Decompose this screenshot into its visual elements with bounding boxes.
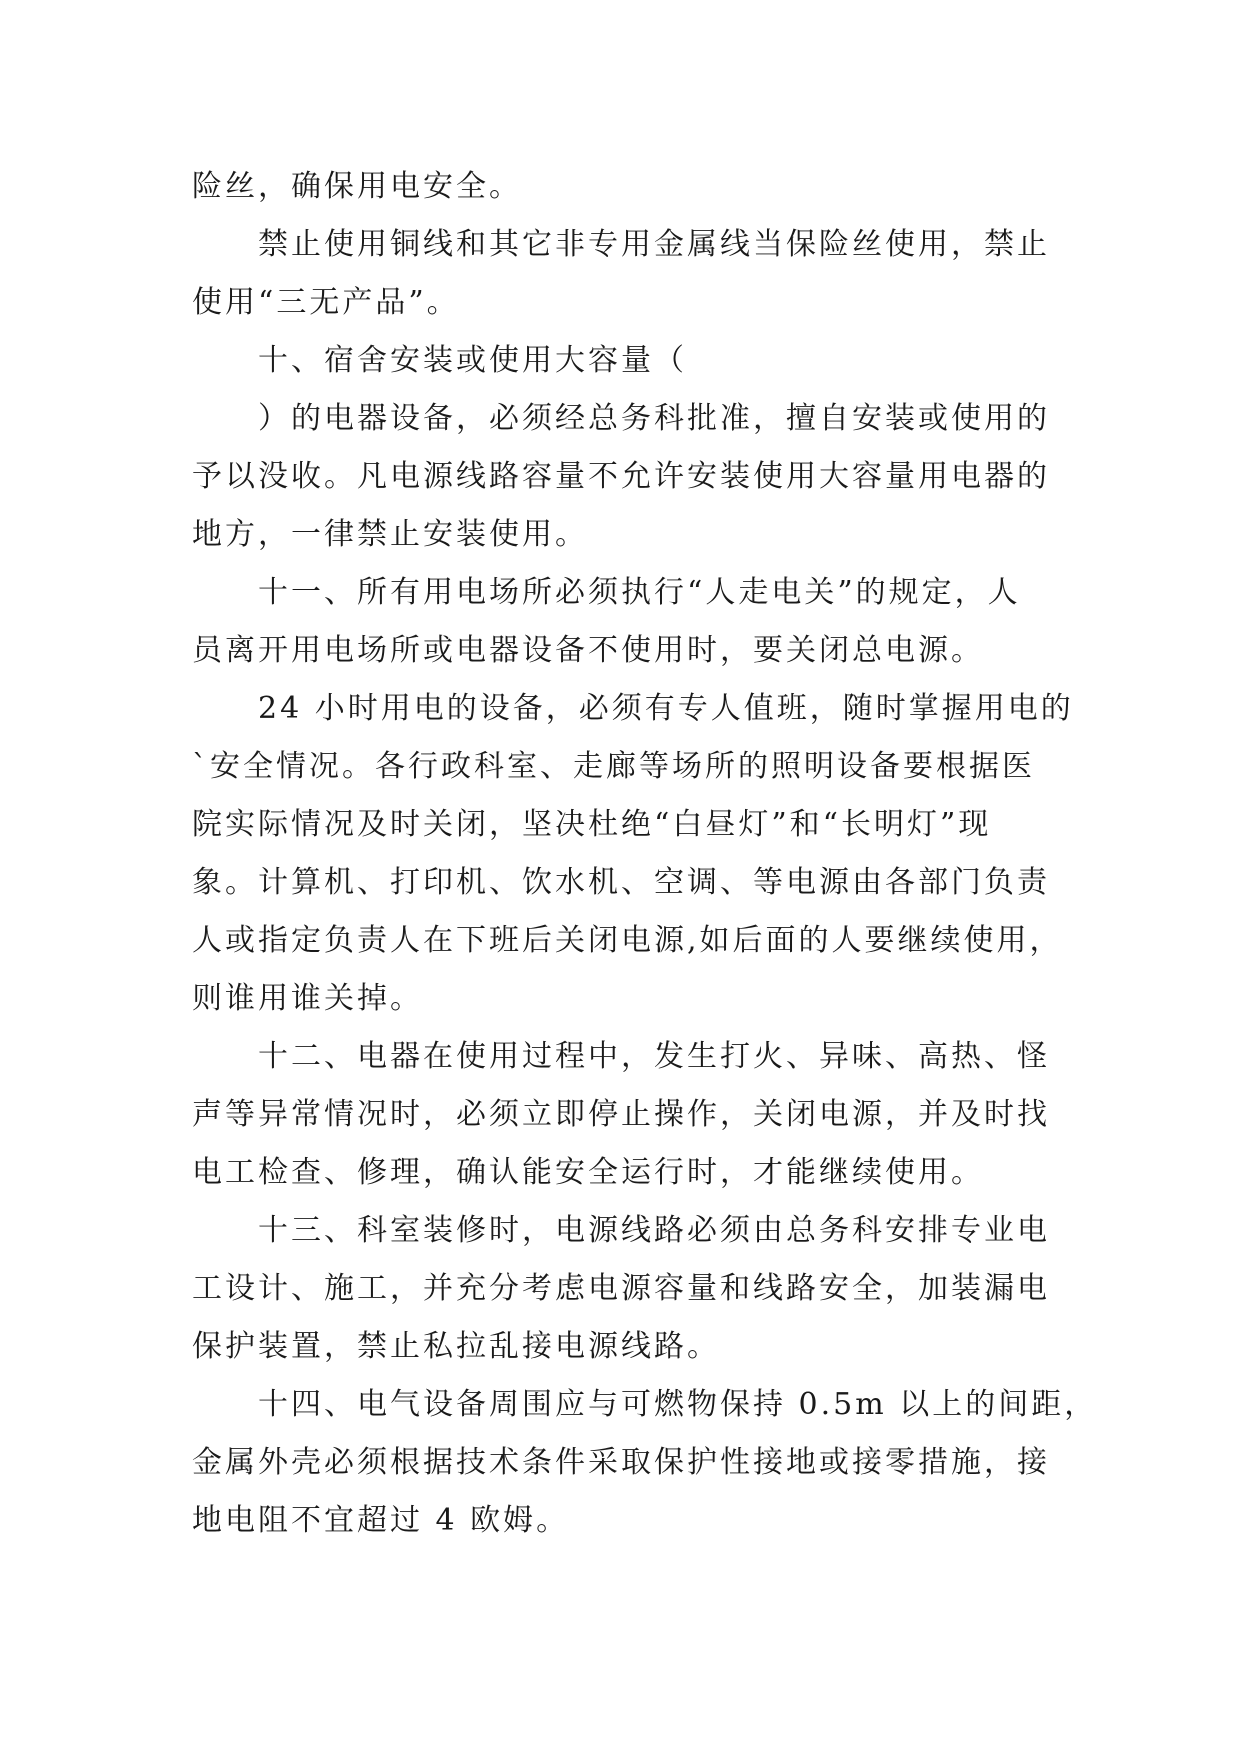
text-line: 十四、电气设备周围应与可燃物保持 0.5m 以上的间距， xyxy=(258,1387,1098,1422)
text-line: 员离开用电场所或电器设备不使用时，要关闭总电源。 xyxy=(192,633,984,668)
text-line: 声等异常情况时，必须立即停止操作，关闭电源，并及时找 xyxy=(192,1097,1050,1132)
text-line: 地方，一律禁止安装使用。 xyxy=(192,517,588,552)
text-line: 十三、科室装修时，电源线路必须由总务科安排专业电 xyxy=(258,1213,1050,1248)
text-line: 象。计算机、打印机、饮水机、空调、等电源由各部门负责 xyxy=(192,865,1050,900)
paragraph-fuse-continuation xyxy=(192,158,1054,216)
text-line: 十一、所有用电场所必须执行“人走电关”的规定，人 xyxy=(258,575,1021,610)
paragraph-rule-11 xyxy=(192,564,1054,680)
document-body xyxy=(192,158,1098,1550)
paragraph-rule-13 xyxy=(192,1202,1054,1376)
paragraph-rule-14 xyxy=(192,1376,1098,1550)
paragraph-24h-equipment xyxy=(192,680,1074,1028)
text-line: ）的电器设备，必须经总务科批准，擅自安装或使用的 xyxy=(258,401,1050,436)
paragraph-rule-12 xyxy=(192,1028,1054,1202)
text-line: 禁止使用铜线和其它非专用金属线当保险丝使用，禁止 xyxy=(258,227,1050,262)
text-line: 院实际情况及时关闭，坚决杜绝“白昼灯”和“长明灯”现 xyxy=(192,807,992,842)
paragraph-rule-10-body xyxy=(192,390,1054,564)
text-line: 地电阻不宜超过 4 欧姆。 xyxy=(192,1503,570,1538)
text-line: 人或指定负责人在下班后关闭电源,如后面的人要继续使用， xyxy=(192,923,1063,958)
text-line: 十二、电器在使用过程中，发生打火、异味、高热、怪 xyxy=(258,1039,1050,1074)
text-line: 则谁用谁关掉。 xyxy=(192,981,423,1016)
text-line: 保护装置，禁止私拉乱接电源线路。 xyxy=(192,1329,720,1364)
paragraph-rule-10-heading xyxy=(192,332,1054,390)
paragraph-prohibit-copper-wire xyxy=(192,216,1054,332)
text-line: 十、宿舍安装或使用大容量（ xyxy=(258,343,687,378)
text-line: 电工检查、修理，确认能安全运行时，才能继续使用。 xyxy=(192,1155,984,1190)
text-line: 险丝，确保用电安全。 xyxy=(192,169,522,204)
text-line: 工设计、施工，并充分考虑电源容量和线路安全，加装漏电 xyxy=(192,1271,1050,1306)
text-line: 24 小时用电的设备，必须有专人值班，随时掌握用电的 xyxy=(258,691,1074,726)
text-line: 使用“三无产品”。 xyxy=(192,285,460,320)
text-line: 金属外壳必须根据技术条件采取保护性接地或接零措施，接 xyxy=(192,1445,1050,1480)
text-line: 予以没收。凡电源线路容量不允许安装使用大容量用电器的 xyxy=(192,459,1050,494)
text-line: `安全情况。各行政科室、走廊等场所的照明设备要根据医 xyxy=(192,749,1035,784)
